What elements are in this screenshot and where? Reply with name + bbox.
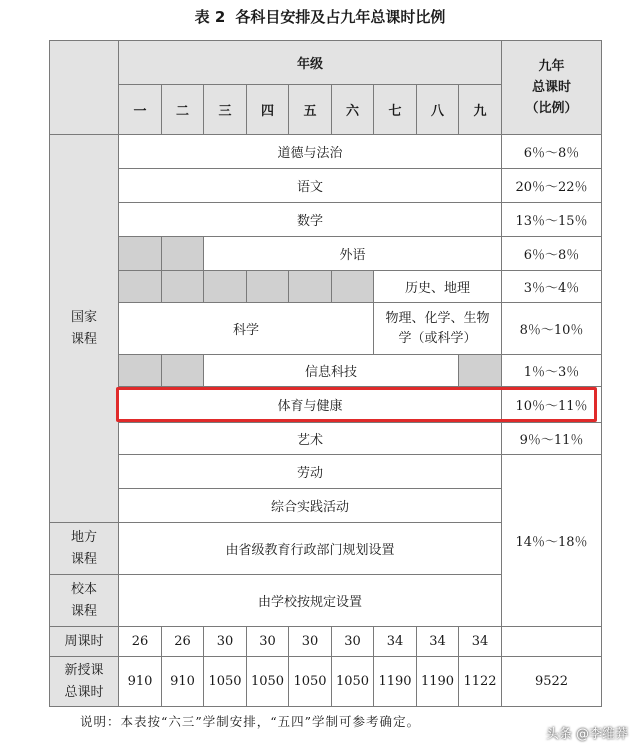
subject-moral: 道德与法治 [119, 135, 502, 169]
subject-information-technology: 信息科技 [204, 355, 459, 387]
shaded-cell [289, 271, 332, 303]
grade-cell: 五 [289, 85, 332, 135]
ratio-shared: 14％～18％ [502, 455, 602, 627]
curriculum-table [49, 40, 602, 707]
corner-cell [50, 41, 119, 135]
shaded-cell [162, 355, 204, 387]
total-hours-value: 1050 [332, 657, 374, 707]
national-label-line-2: 课程 [70, 331, 97, 347]
school-curriculum-label [50, 575, 119, 627]
subject-math: 数学 [119, 203, 502, 237]
ratio-chinese: 20％～22％ [502, 169, 602, 203]
shaded-cell [119, 271, 162, 303]
science-upper-line-2: 学（或科学） [398, 330, 477, 346]
subject-integrated-practice: 综合实践活动 [119, 489, 502, 523]
local-curriculum-label [50, 523, 119, 575]
ratio-header-line-3: （比例） [525, 101, 578, 116]
local-label-line-1: 地方 [70, 529, 97, 545]
weekly-hours-value: 34 [374, 627, 417, 657]
ratio-science: 8％～10％ [502, 303, 602, 355]
table-number: 表 2 [194, 8, 226, 26]
subject-pe-health: 体育与健康 [119, 387, 502, 423]
weekly-hours-value: 34 [459, 627, 502, 657]
local-curriculum-content: 由省级教育行政部门规划设置 [119, 523, 502, 575]
grade-cell: 七 [374, 85, 417, 135]
ratio-history-geography: 3％～4％ [502, 271, 602, 303]
subject-foreign-language: 外语 [204, 237, 502, 271]
watermark: 头条 @李维莽 [545, 727, 628, 742]
table-title [0, 0, 640, 34]
shaded-cell [119, 237, 162, 271]
subject-art: 艺术 [119, 423, 502, 455]
ratio-information-technology: 1％～3％ [502, 355, 602, 387]
subject-science-upper [374, 303, 502, 355]
ratio-header-line-2: 总课时 [532, 80, 572, 95]
total-hours-value: 1190 [417, 657, 459, 707]
science-upper-line-1: 物理、化学、生物 [385, 310, 490, 326]
total-hours-value: 910 [119, 657, 162, 707]
total-label-line-2: 总课时 [64, 684, 104, 700]
subject-science: 科学 [119, 303, 374, 355]
table-title-text: 各科目安排及占九年总课时比例 [235, 8, 446, 26]
total-hours-value: 1050 [289, 657, 332, 707]
grade-cell: 六 [332, 85, 374, 135]
grade-cell: 二 [162, 85, 204, 135]
shaded-cell [204, 271, 247, 303]
school-label-line-2: 课程 [70, 603, 97, 619]
national-label-line-1: 国家 [70, 309, 97, 325]
grade-header: 年级 [119, 41, 502, 85]
total-hours-value: 1050 [247, 657, 289, 707]
subject-history-geography: 历史、地理 [374, 271, 502, 303]
total-hours-value: 1190 [374, 657, 417, 707]
table-note: 说明：本表按“六三”学制安排，“五四”学制可参考确定。 [80, 714, 421, 729]
grade-cell: 九 [459, 85, 502, 135]
subject-labor: 劳动 [119, 455, 502, 489]
total-hours-value: 910 [162, 657, 204, 707]
shaded-cell [459, 355, 502, 387]
weekly-hours-value: 30 [247, 627, 289, 657]
ratio-pe-health: 10％～11％ [502, 387, 602, 423]
subject-chinese: 语文 [119, 169, 502, 203]
national-curriculum-label [50, 135, 119, 523]
weekly-hours-value: 30 [289, 627, 332, 657]
grade-cell: 一 [119, 85, 162, 135]
grade-cell: 四 [247, 85, 289, 135]
shaded-cell [119, 355, 162, 387]
ratio-foreign-language: 6％～8％ [502, 237, 602, 271]
ratio-art: 9％～11％ [502, 423, 602, 455]
total-hours-value: 1050 [204, 657, 247, 707]
weekly-hours-value: 30 [332, 627, 374, 657]
weekly-hours-label: 周课时 [50, 627, 119, 657]
weekly-hours-value: 34 [417, 627, 459, 657]
total-hours-value: 1122 [459, 657, 502, 707]
pe-row-highlight-box [116, 387, 597, 422]
ratio-moral: 6％～8％ [502, 135, 602, 169]
total-label-line-1: 新授课 [64, 662, 104, 678]
ratio-header [502, 41, 602, 135]
shaded-cell [247, 271, 289, 303]
total-hours-sum: 9522 [502, 657, 602, 707]
grade-cell: 八 [417, 85, 459, 135]
weekly-hours-blank [502, 627, 602, 657]
weekly-hours-value: 26 [119, 627, 162, 657]
weekly-hours-value: 26 [162, 627, 204, 657]
shaded-cell [162, 237, 204, 271]
ratio-math: 13％～15％ [502, 203, 602, 237]
ratio-header-line-1: 九年 [538, 59, 565, 74]
total-hours-label [50, 657, 119, 707]
school-curriculum-content: 由学校按规定设置 [119, 575, 502, 627]
grade-cell: 三 [204, 85, 247, 135]
school-label-line-1: 校本 [70, 581, 97, 597]
shaded-cell [162, 271, 204, 303]
local-label-line-2: 课程 [70, 551, 97, 567]
shaded-cell [332, 271, 374, 303]
weekly-hours-value: 30 [204, 627, 247, 657]
